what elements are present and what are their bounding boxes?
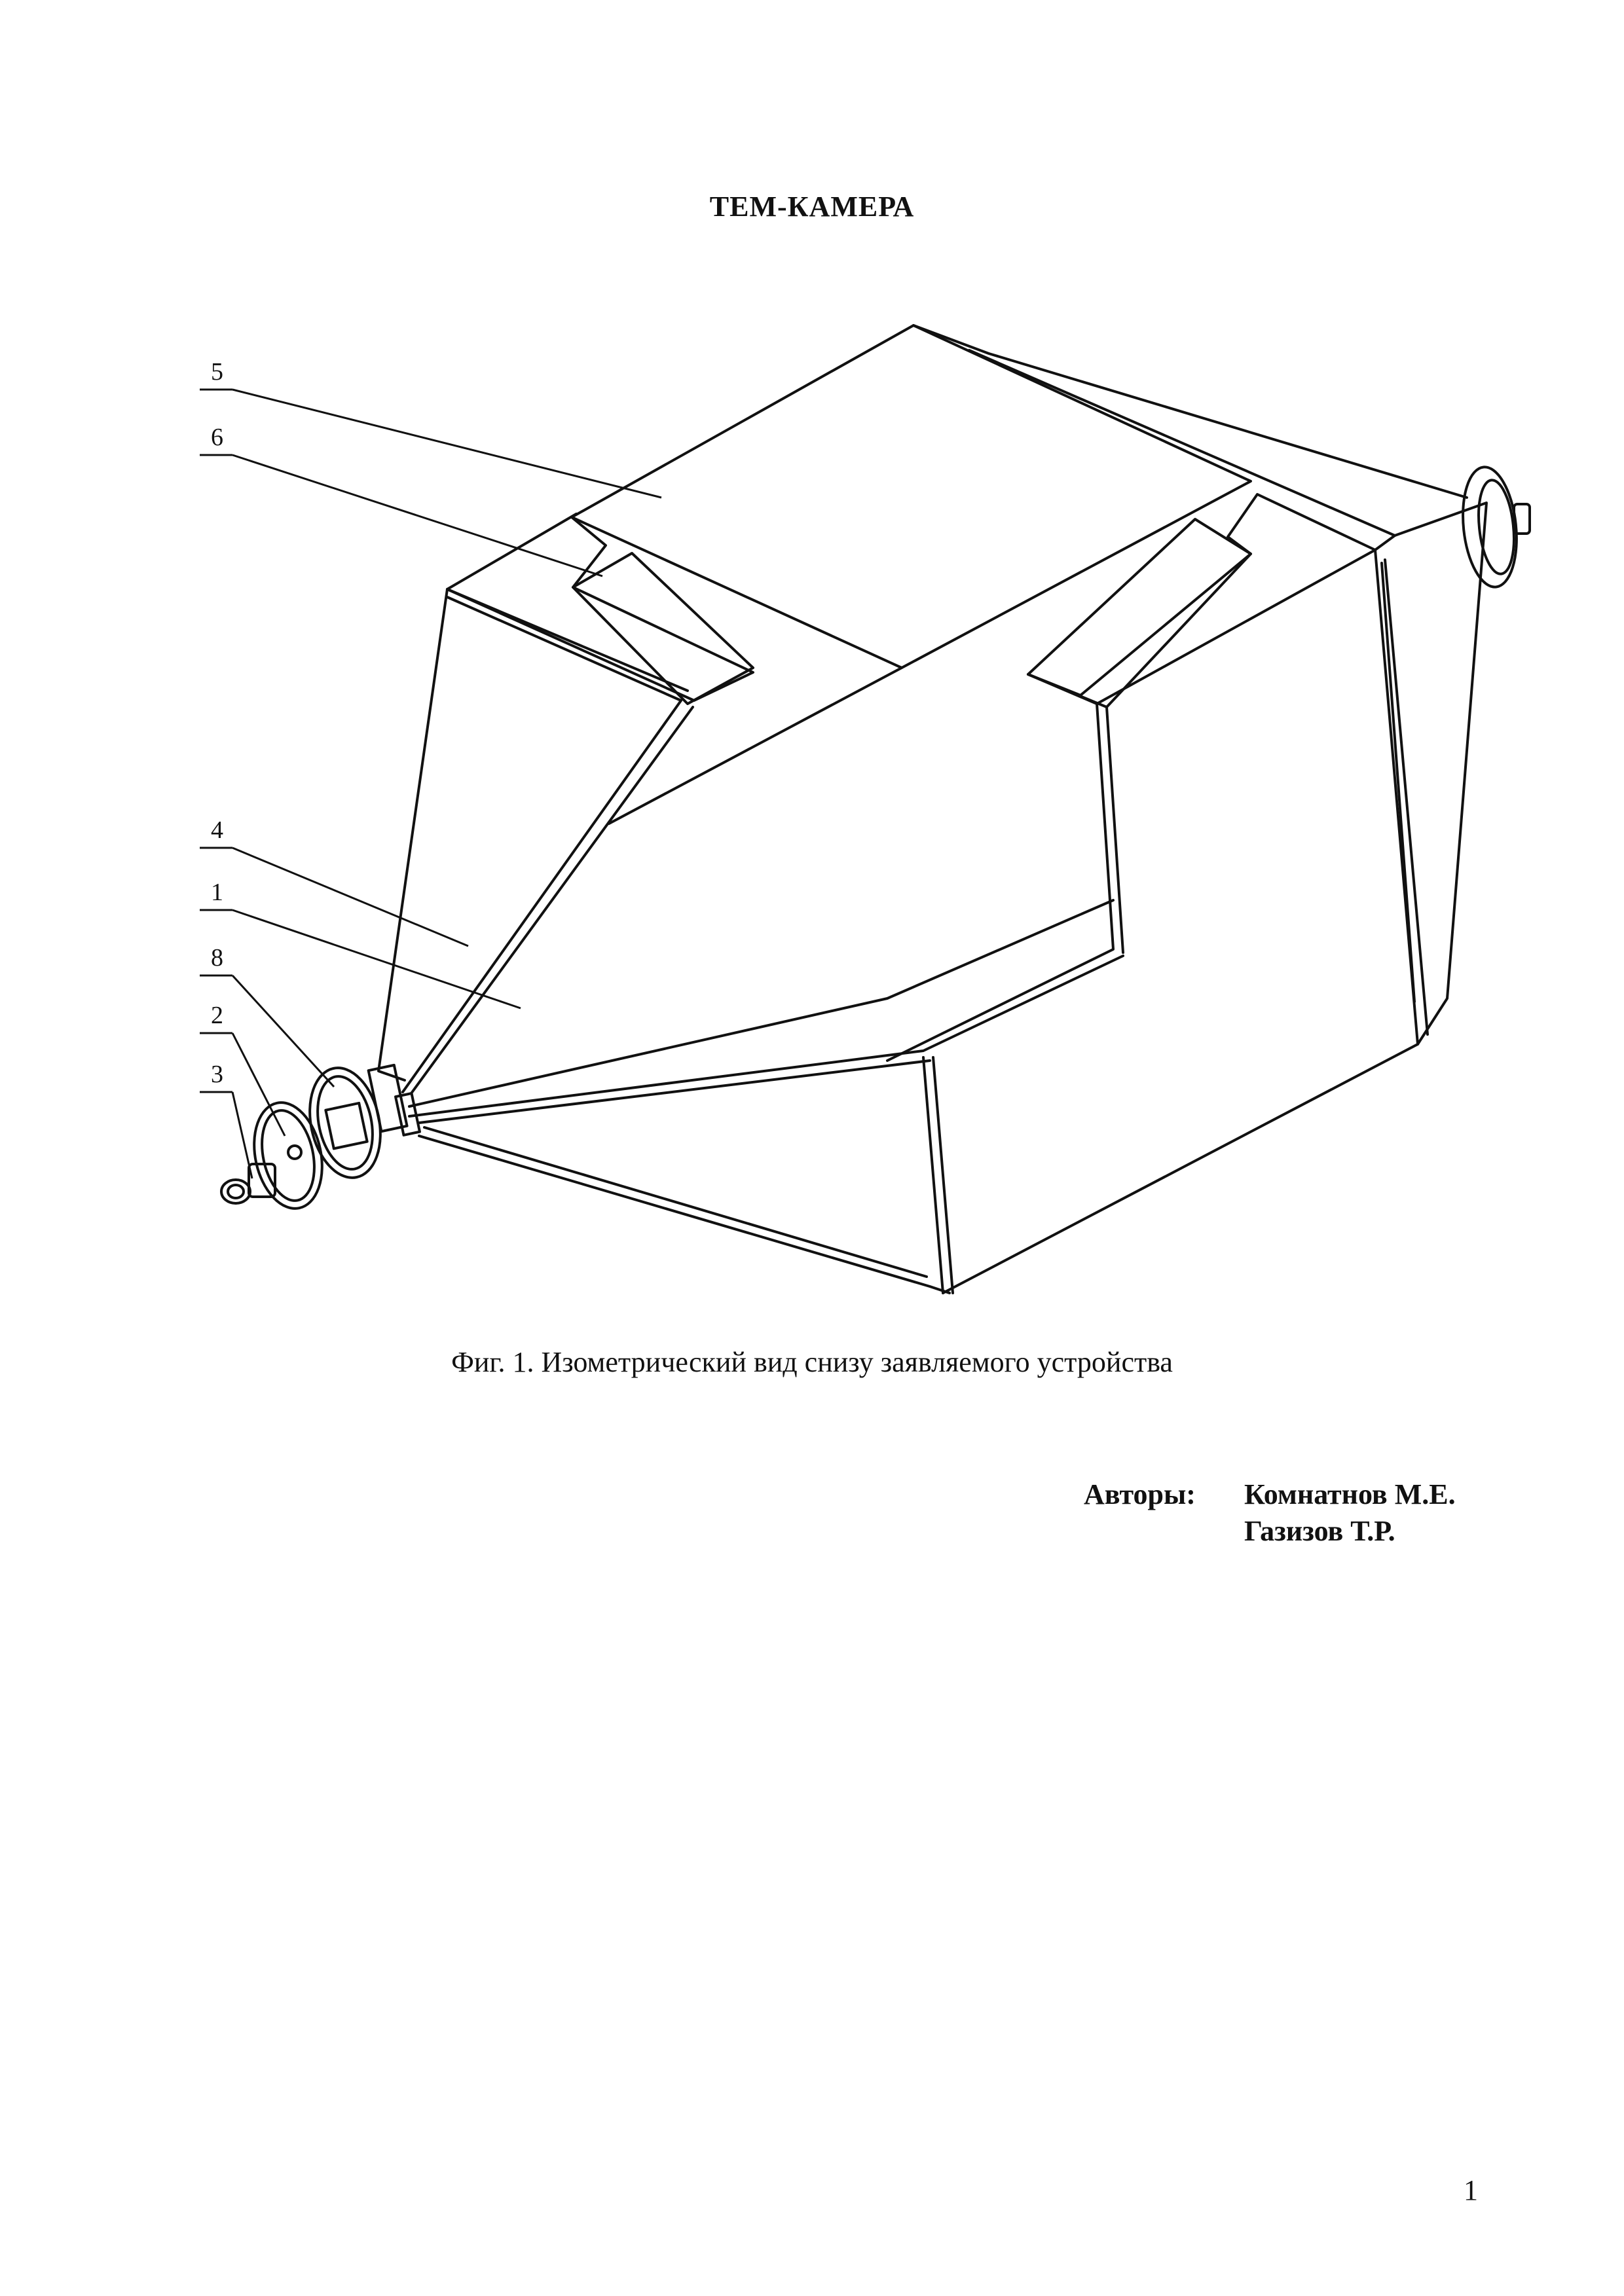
leader-8 (232, 975, 334, 1087)
leader-6 (232, 455, 602, 576)
rear-taper-top-edge-2 (969, 350, 1395, 536)
authors-list (1244, 1476, 1456, 1550)
top-plate (572, 325, 1251, 668)
connector-3-tip-inner (228, 1185, 244, 1198)
front-vertical-edge-2 (933, 1057, 953, 1293)
right-slot (1028, 519, 1251, 695)
leader-4 (232, 848, 468, 946)
callout-leaders (200, 390, 661, 1178)
left-wall-top-ledge-2 (447, 597, 681, 701)
right-inner-wall-2 (1107, 707, 1123, 953)
left-taper-edge-2 (411, 707, 693, 1093)
leader-1 (232, 910, 521, 1008)
rear-taper-top-edge (913, 325, 1467, 498)
callout-3: 3 (211, 1061, 223, 1088)
author-name: Газизов Т.Р. (1244, 1515, 1395, 1547)
callout-4: 4 (211, 816, 223, 844)
septum-upper (409, 900, 1113, 1106)
callout-8: 8 (211, 944, 223, 972)
front-vertical-edge (923, 1057, 943, 1293)
callout-numbers (211, 358, 223, 1088)
left-taper-edge (403, 701, 681, 1092)
page-number: 1 (1464, 2174, 1478, 2206)
rear-taper-right-2 (1382, 563, 1414, 1002)
connector-3-tip (221, 1180, 250, 1203)
tem-cell-body (221, 325, 1530, 1293)
rear-taper-right (1395, 503, 1486, 1044)
callout-5: 5 (211, 358, 223, 386)
septum-lower-2 (419, 1061, 930, 1123)
right-outer-wall (943, 550, 1418, 1293)
bottom-front-edge (419, 1136, 950, 1293)
flange-8-window (325, 1103, 367, 1149)
author-name: Комнатнов М.Е. (1244, 1478, 1456, 1510)
callout-2: 2 (211, 1002, 223, 1029)
flange-8-inner (310, 1071, 380, 1174)
right-slot-outer (1028, 494, 1375, 707)
callout-1: 1 (211, 879, 223, 906)
document-title: ТЕМ-КАМЕРА (709, 191, 915, 223)
leader-3 (232, 1092, 252, 1178)
right-inner-wall (887, 704, 1113, 1061)
leader-5 (232, 390, 661, 498)
left-outer-wall (378, 589, 447, 1080)
left-wall-top-ledge (447, 589, 688, 691)
right-block-top (1028, 536, 1395, 704)
flange-2-hole (288, 1146, 301, 1159)
figure-caption: Фиг. 1. Изометрический вид снизу заявляемого устройства (451, 1346, 1173, 1378)
authors-label: Авторы: (1084, 1478, 1196, 1510)
bottom-front-edge-2 (424, 1127, 927, 1277)
top-plate-shadow (609, 668, 902, 824)
right-outer-wall-2 (1385, 560, 1428, 1034)
septum-lower (409, 956, 1123, 1116)
callout-6: 6 (211, 424, 223, 451)
